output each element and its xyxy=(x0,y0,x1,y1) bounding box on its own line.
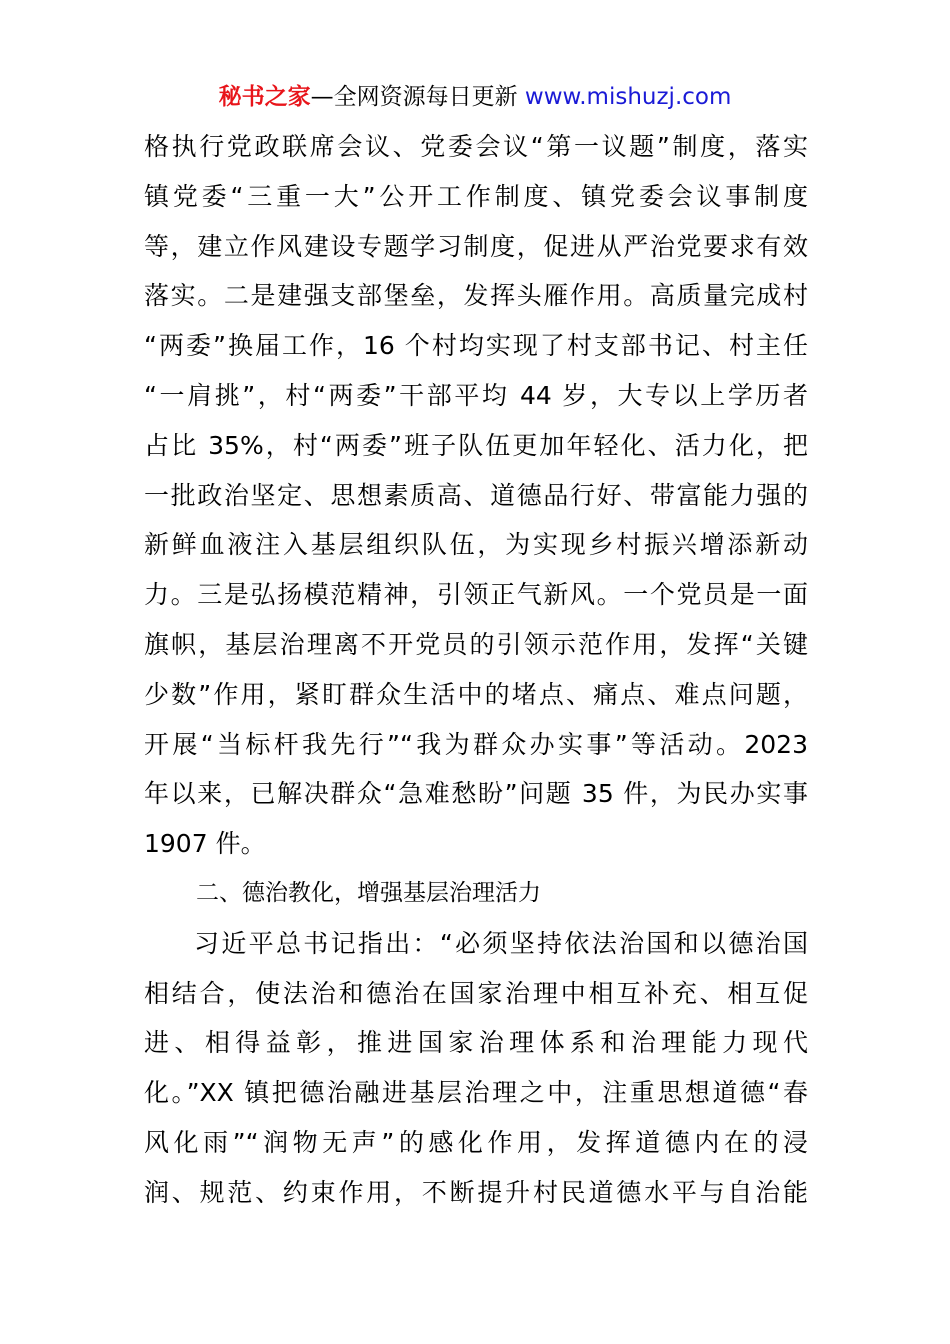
text-line: 旗帜，基层治理离不开党员的引领示范作用，发挥“关键 xyxy=(144,629,808,659)
paragraph-first-line: 习近平总书记指出：“必须坚持依法治国和以德治国 xyxy=(194,928,808,958)
text-line: “两委”换届工作，16 个村均实现了村支部书记、村主任 xyxy=(144,331,808,361)
text-line: 相结合，使法治和德治在国家治理中相互补充、相互促 xyxy=(144,978,808,1008)
text-line: 新鲜血液注入基层组织队伍，为实现乡村振兴增添新动 xyxy=(144,530,808,560)
text-line: 润、规范、约束作用，不断提升村民道德水平与自治能 xyxy=(144,1177,808,1207)
text-line: 风化雨”“润物无声”的感化作用，发挥道德内在的浸 xyxy=(144,1127,808,1157)
text-line: 年以来，已解决群众“急难愁盼”问题 35 件，为民办实事 xyxy=(144,779,808,809)
site-url-link[interactable]: www.mishuzj.com xyxy=(524,84,732,110)
text-line: 镇党委“三重一大”公开工作制度、镇党委会议事制度 xyxy=(144,181,808,211)
text-line: 落实。二是建强支部堡垒，发挥头雁作用。高质量完成村 xyxy=(144,281,808,311)
text-line: 进、相得益彰，推进国家治理体系和治理能力现代 xyxy=(144,1028,808,1058)
text-line: 开展“当标杆我先行”“我为群众办实事”等活动。2023 xyxy=(144,729,808,759)
site-header xyxy=(0,80,950,114)
paragraph-end-line: 1907 件。 xyxy=(144,829,266,859)
text-line: 化。”XX 镇把德治融进基层治理之中，注重思想道德“春 xyxy=(144,1078,808,1108)
text-line: 力。三是弘扬模范精神，引领正气新风。一个党员是一面 xyxy=(144,580,808,610)
text-line: “一肩挑”，村“两委”干部平均 44 岁，大专以上学历者 xyxy=(144,380,808,410)
text-line: 一批政治坚定、思想素质高、道德品行好、带富能力强的 xyxy=(144,480,808,510)
text-line: 格执行党政联席会议、党委会议“第一议题”制度，落实 xyxy=(144,132,808,161)
brand-name: 秘书之家 xyxy=(218,84,311,110)
header-tagline: —全网资源每日更新 xyxy=(310,84,518,110)
text-line: 占比 35%，村“两委”班子队伍更加年轻化、活力化，把 xyxy=(144,430,808,460)
document-body xyxy=(144,122,808,1218)
text-line: 少数”作用，紧盯群众生活中的堵点、痛点、难点问题， xyxy=(144,679,808,709)
section-heading: 二、德治教化，增强基层治理活力 xyxy=(196,879,541,906)
text-line: 等，建立作风建设专题学习制度，促进从严治党要求有效 xyxy=(144,231,808,261)
